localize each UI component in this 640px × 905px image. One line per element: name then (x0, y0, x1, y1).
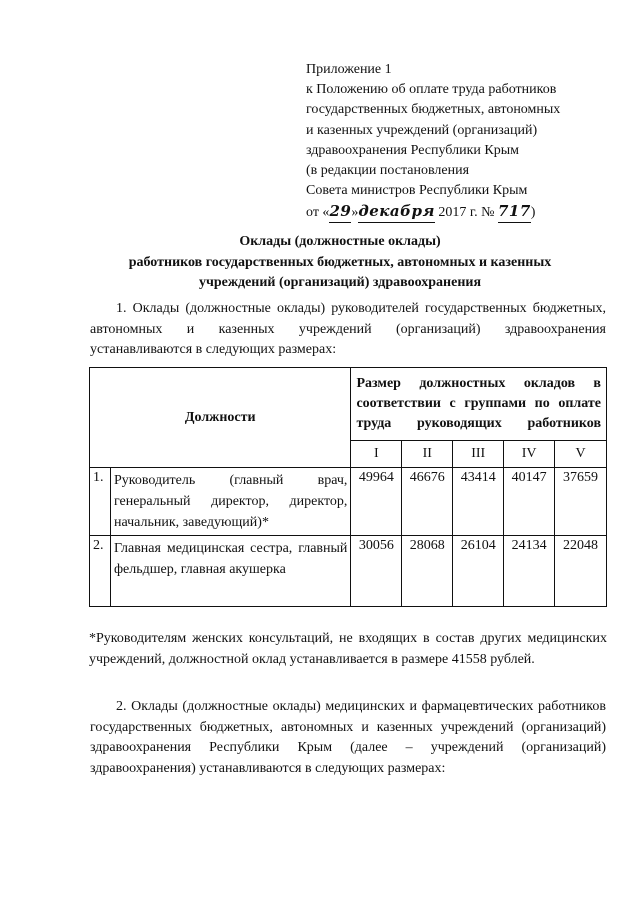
salary-table (89, 367, 607, 607)
appendix-line: (в редакции постановления (306, 163, 470, 179)
date-day: 29 (329, 201, 351, 222)
header-positions: Должности (90, 368, 351, 468)
row-value: 40147 (504, 468, 555, 536)
row-number: 1. (90, 468, 111, 536)
appendix-line: к Положению об оплате труда работников (306, 82, 557, 98)
section-2-text: 2. Оклады (должностные оклады) медицинских и фармацевтических работников государственных бюджетных, автономных и казенных учреждений (организаций) здравоохранения Республики Крым (далее – учреждений (организаций) здравоохранения) устанавливаются в следующих размерах: (90, 699, 606, 776)
row-value: 43414 (453, 468, 504, 536)
row-position: Руководитель (главный врач, генеральный директор, директор, начальник, заведующий)* (110, 468, 350, 536)
title-line: работников государственных бюджетных, автономных и казенных (128, 254, 552, 270)
date-year: 2017 г. № (434, 205, 498, 221)
group-header: V (555, 441, 607, 468)
row-value: 24134 (504, 536, 555, 607)
group-header: III (453, 441, 504, 468)
row-value: 46676 (402, 468, 453, 536)
row-value: 49964 (351, 468, 402, 536)
table-row (90, 468, 607, 536)
date-prefix: от « (306, 205, 330, 221)
appendix-line: государственных бюджетных, автономных (306, 102, 561, 118)
group-header: IV (504, 441, 555, 468)
group-header: I (351, 441, 402, 468)
appendix-line: здравоохранения Республики Крым (306, 142, 519, 158)
table-row (90, 536, 607, 607)
row-value: 26104 (453, 536, 504, 607)
appendix-line: Совета министров Республики Крым (306, 183, 528, 199)
title-line: учреждений (организаций) здравоохранения (198, 275, 482, 290)
section-2-paragraph (90, 697, 606, 779)
document-title (60, 232, 620, 294)
decree-number: 717 (498, 201, 531, 222)
section-1-paragraph (90, 299, 606, 361)
appendix-header (306, 60, 560, 224)
appendix-date-line (306, 201, 560, 223)
row-value: 28068 (402, 536, 453, 607)
title-line: Оклады (должностные оклады) (239, 234, 441, 249)
table-footnote: *Руководителям женских консультаций, не входящих в состав других медицинских учреждений, должностной оклад устанавливается в размере 41558 рублей. (89, 631, 607, 667)
group-header: II (402, 441, 453, 468)
row-value: 22048 (555, 536, 607, 607)
row-number: 2. (90, 536, 111, 607)
header-salary-size: Размер должностных окладов в соответствии с группами по оплате труда руководящих работников (351, 368, 607, 441)
row-value: 37659 (555, 468, 607, 536)
appendix-line: и казенных учреждений (организаций) (306, 122, 538, 138)
table-header-row (90, 368, 607, 441)
date-suffix: ) (530, 205, 536, 221)
date-month: декабря (358, 201, 435, 222)
section-1-text: 1. Оклады (должностные оклады) руководителей государственных бюджетных, автономных и казенных учреждений (организаций) здравоохранения устанавливаются в следующих размерах: (90, 301, 606, 357)
row-position: Главная медицинская сестра, главный фельдшер, главная акушерка (110, 536, 350, 607)
date-sep: » (351, 205, 359, 221)
row-value: 30056 (351, 536, 402, 607)
appendix-line: Приложение 1 (306, 62, 392, 77)
